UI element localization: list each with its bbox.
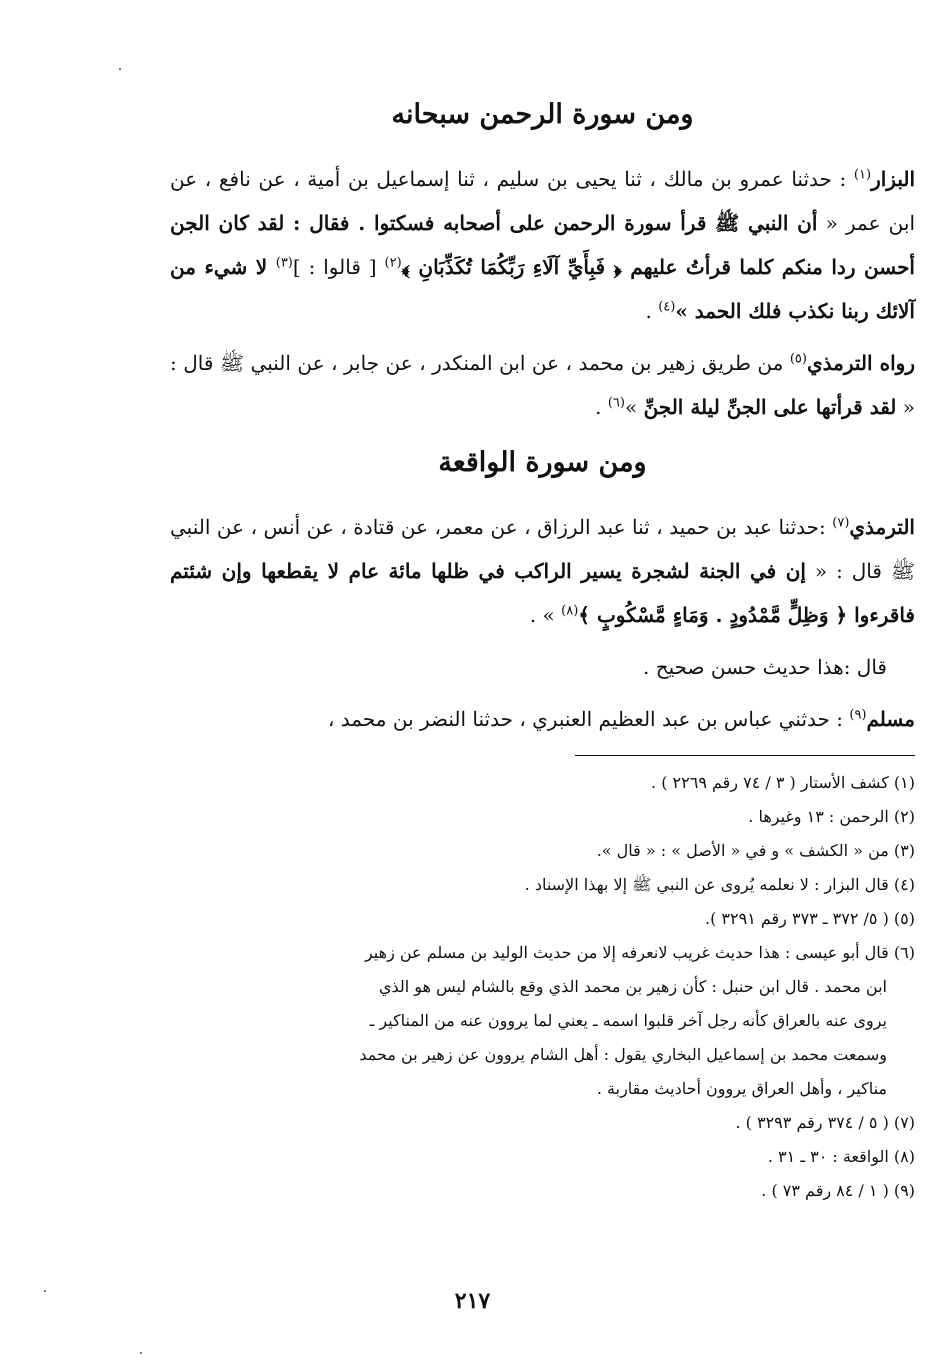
footnote-ref[interactable]: (٧) bbox=[832, 515, 850, 531]
footnote-6-line-4: وسمعت محمد بن إسماعيل البخاري يقول : أهل الشام يروون عن زهير بن محمد bbox=[359, 1045, 887, 1064]
scan-speck bbox=[44, 1290, 46, 1292]
footnote-6-line-3: يروى عنه بالعراق كأنه رجل آخر قلبوا اسمه ـ يعني لما يروون عنه من المناكير ـ bbox=[369, 1011, 887, 1030]
hadith-text: أن النبي ﷺ قرأ سورة الرحمن على أصحابه فسكتوا . فقال : لقد كان الجن أحسن ردا منكم كلما قرأتُ عليهم ﴿ فَبِأَيِّ آلَاءِ رَبِّكُمَا تُكَذِّبَانِ ﴾ bbox=[170, 211, 915, 279]
footnotes bbox=[170, 766, 915, 1208]
footnote-7: (٧) ( ٥ / ٣٧٤ رقم ٣٢٩٣ ) . bbox=[735, 1113, 915, 1132]
footnote-3: (٣) من « الكشف » و في « الأصل » : « قال ». bbox=[596, 841, 915, 860]
footnote-ref[interactable]: (٣) bbox=[275, 255, 293, 271]
chain-text: : حدثنا عمرو بن مالك ، ثنا يحيى بن سليم ، ثنا إسماعيل بن أمية ، عن نافع ، عن ابن عمر « bbox=[170, 167, 915, 235]
hadith-text-end: لا شيء من آلائك ربنا نكذب فلك الحمد » bbox=[170, 255, 915, 323]
chain-text: من طريق زهير بن محمد ، عن ابن المنكدر ، عن جابر ، عن النبي ﷺ قال : « bbox=[170, 351, 915, 419]
paragraph-tirmidhi-anas bbox=[170, 505, 915, 637]
footnote-ref[interactable]: (٨) bbox=[561, 603, 579, 619]
page-number: ٢١٧ bbox=[454, 1288, 491, 1314]
footnote-5: (٥) ( ٥/ ٣٧٢ ـ ٣٧٣ رقم ٣٢٩١ ). bbox=[705, 909, 915, 928]
footnote-divider bbox=[575, 755, 915, 756]
footnote-8: (٨) الواقعة : ٣٠ ـ ٣١ . bbox=[767, 1147, 915, 1166]
narrator-name: الترمذي bbox=[849, 515, 915, 539]
punctuation: » . bbox=[529, 603, 562, 627]
paragraph-tirmidhi-jabir bbox=[170, 341, 915, 429]
scan-speck bbox=[119, 68, 121, 70]
footnote-1: (١) كشف الأستار ( ٣ / ٧٤ رقم ٢٢٦٩ ) . bbox=[651, 773, 915, 792]
section-title-rahman: ومن سورة الرحمن سبحانه bbox=[391, 99, 694, 130]
page-body bbox=[170, 95, 915, 1208]
footnote-6-line-5: مناكير ، وأهل العراق يروون أحاديث مقاربة . bbox=[596, 1079, 887, 1098]
footnote-ref[interactable]: (٩) bbox=[849, 707, 867, 723]
footnote-9: (٩) ( ١ / ٨٤ رقم ٧٣ ) . bbox=[761, 1181, 915, 1200]
punctuation: . bbox=[645, 299, 659, 323]
footnote-ref[interactable]: (١) bbox=[853, 167, 872, 183]
section-title-waqiah: ومن سورة الواقعة bbox=[438, 447, 647, 478]
footnote-ref[interactable]: (٢) bbox=[384, 255, 402, 271]
scan-speck bbox=[140, 1352, 142, 1354]
footnote-6-line-2: ابن محمد . قال ابن حنبل : كأن زهير بن محمد الذي وقع بالشام ليس هو الذي bbox=[378, 977, 887, 996]
footnote-6: (٦) قال أبو عيسى : هذا حديث غريب لانعرفه إلا من حديث الوليد بن مسلم عن زهير bbox=[364, 943, 915, 962]
paragraph-bazzar bbox=[170, 157, 915, 333]
bracket-text: [ قالوا : ] bbox=[292, 255, 385, 279]
narrator-name: البزار bbox=[871, 167, 915, 191]
hadith-text: إن في الجنة لشجرة يسير الراكب في ظلها مائة عام لا يقطعها وإن شئتم فاقرءوا ﴿ وَظِلٍّ مَّمْدُودٍ . وَمَاءٍ مَّسْكُوبٍ ﴾ bbox=[170, 559, 915, 627]
narrator-name: مسلم bbox=[866, 707, 915, 731]
paragraph-grading: قال :هذا حديث حسن صحيح . bbox=[642, 655, 887, 679]
footnote-2: (٢) الرحمن : ١٣ وغيرها . bbox=[748, 807, 915, 826]
chain-text: : حدثني عباس بن عبد العظيم العنبري ، حدثنا النضر بن محمد ، bbox=[327, 707, 850, 731]
footnote-ref[interactable]: (٦) bbox=[607, 395, 625, 411]
quote-close: » bbox=[624, 395, 644, 419]
footnote-4: (٤) قال البزار : لا نعلمه يُروى عن النبي ﷺ إلا بهذا الإسناد . bbox=[524, 875, 915, 894]
footnote-ref[interactable]: (٤) bbox=[658, 299, 676, 315]
punctuation: . bbox=[595, 395, 608, 419]
chain-text: :حدثنا عبد بن حميد ، ثنا عبد الرزاق ، عن معمر، عن قتادة ، عن أنس ، عن النبي ﷺ قال : « bbox=[170, 515, 916, 583]
paragraph-muslim bbox=[170, 697, 915, 741]
narrator-name: رواه الترمذي bbox=[806, 351, 915, 375]
footnote-ref[interactable]: (٥) bbox=[789, 351, 807, 367]
hadith-text: لقد قرأتها على الجنِّ ليلة الجنِّ bbox=[643, 395, 897, 419]
